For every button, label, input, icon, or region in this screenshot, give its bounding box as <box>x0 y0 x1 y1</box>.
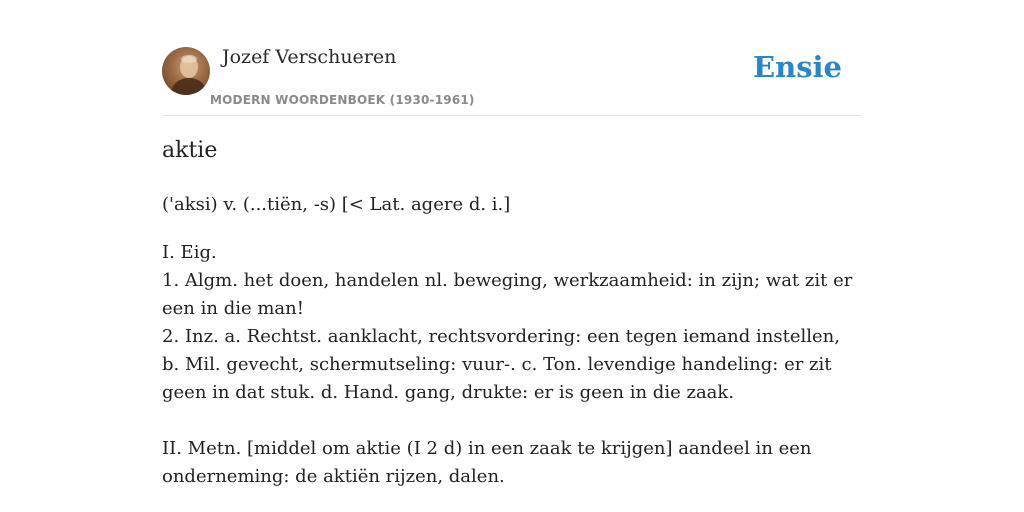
definition-line: 1. Algm. het doen, handelen nl. beweging, werkzaamheid: in zijn; wat zit er een in die man! <box>162 270 853 319</box>
brand-logo[interactable]: Ensie <box>753 50 842 84</box>
author-portrait-icon <box>162 47 210 95</box>
definition-line: 2. Inz. a. Rechtst. aanklacht, rechtsvordering: een tegen iemand instellen, b. Mil. gevecht, schermutseling: vuur-. c. Ton. levendige handeling: er zit geen in dat stuk. d. Hand. gang, drukte: er is geen in die zaak. <box>162 326 840 403</box>
header-divider <box>162 115 862 116</box>
entry-definition <box>162 239 862 491</box>
source-label[interactable]: MODERN WOORDENBOEK (1930-1961) <box>210 93 475 107</box>
paragraph-gap <box>162 407 862 435</box>
section-heading: I. Eig. <box>162 242 217 263</box>
definition-section: II. Metn. [middel om aktie (I 2 d) in een zaak te krijgen] aandeel in een onderneming: de aktiën rijzen, dalen. <box>162 438 812 487</box>
entry-term: aktie <box>162 138 218 163</box>
entry-pronunciation: ('aksi) v. (...tiën, -s) [< Lat. agere d. i.] <box>162 194 511 215</box>
author-name[interactable]: Jozef Verschueren <box>222 46 397 68</box>
author-avatar[interactable] <box>162 47 210 95</box>
